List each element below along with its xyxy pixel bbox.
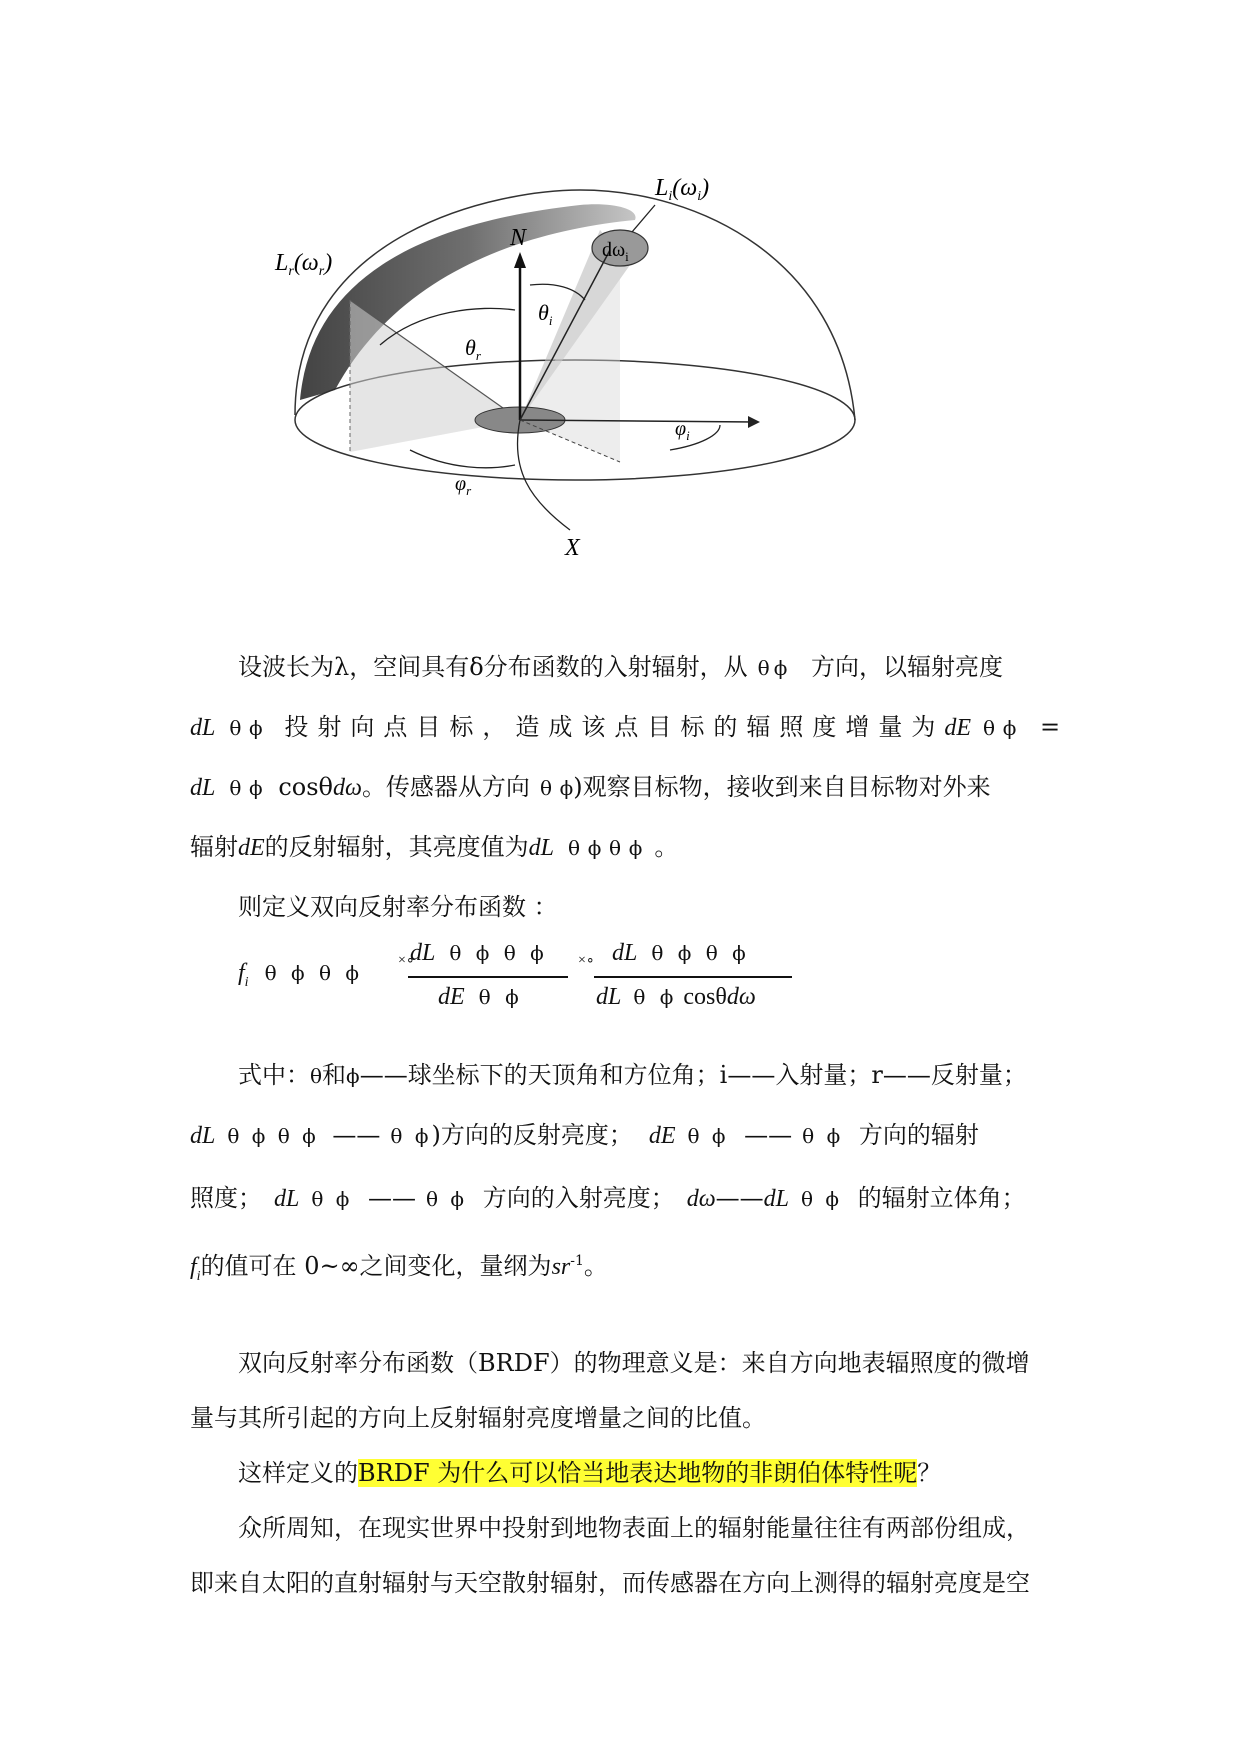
para1-line2: dL θ ϕ 投射向点目标，造成该点目标的辐照度增量为dE θ ϕ =	[190, 713, 1061, 741]
para1-line4: 辐射dE的反射辐射，其亮度值为dL θ ϕ θ ϕ 。	[190, 833, 679, 861]
notes-line4: $f_i$的值可在 0~∞之间变化，量纲为$sr^{-1}$。	[190, 1252, 608, 1284]
label-Lr: $L_r(\omega_r)$	[275, 250, 333, 279]
physics-line1: 双向反射率分布函数（BRDF）的物理意义是：来自方向地表辐照度的微增	[238, 1349, 1030, 1377]
label-X: X	[565, 535, 580, 561]
notes-line3: 照度； dL θ ϕ —— θ ϕ 方向的入射亮度； dω——dL θ ϕ 的辐射立体角；	[190, 1184, 1026, 1212]
closing-line2: 即来自太阳的直射辐射与天空散射辐射，而传感器在方向上测得的辐射亮度是空	[190, 1569, 1030, 1597]
label-Li: $L_i(\omega_i)$	[655, 175, 710, 204]
label-phi-i: $\varphi_i$	[675, 418, 690, 443]
label-theta-i: $\theta_i$	[538, 300, 553, 328]
highlighted-question: BRDF 为什么可以恰当地表达地物的非朗伯体特性呢	[358, 1459, 918, 1487]
label-phi-r: $\varphi_r$	[455, 473, 472, 498]
label-theta-r: $\theta_r$	[465, 335, 481, 363]
closing-line1: 众所周知，在现实世界中投射到地物表面上的辐射能量往往有两部份组成，	[238, 1514, 1030, 1542]
para1-line1: 设波长为λ，空间具有δ分布函数的入射辐射，从 θ ϕ 方向，以辐射亮度	[238, 653, 1003, 681]
physics-line2: 量与其所引起的方向上反射辐射亮度增量之间的比值。	[190, 1404, 766, 1432]
def-intro: 则定义双向反射率分布函数 ：	[238, 893, 558, 921]
notes-line1: 式中：θ和ϕ——球坐标下的天顶角和方位角；i——入射量；r——反射量；	[238, 1061, 1027, 1089]
para1-line3: dL θ ϕ cosθdω。传感器从方向 θ ϕ)观察目标物，接收到来自目标物对外来	[190, 773, 991, 801]
label-N: N	[510, 225, 527, 251]
question-line: 这样定义的BRDF 为什么可以恰当地表达地物的非朗伯体特性呢？	[238, 1459, 942, 1487]
brdf-hemisphere-figure	[275, 170, 880, 630]
notes-line2: dL θ ϕ θ ϕ —— θ ϕ)方向的反射亮度； dE θ ϕ —— θ ϕ 方向的辐射	[190, 1121, 979, 1149]
label-domega: $d\omega_i$	[602, 239, 629, 264]
